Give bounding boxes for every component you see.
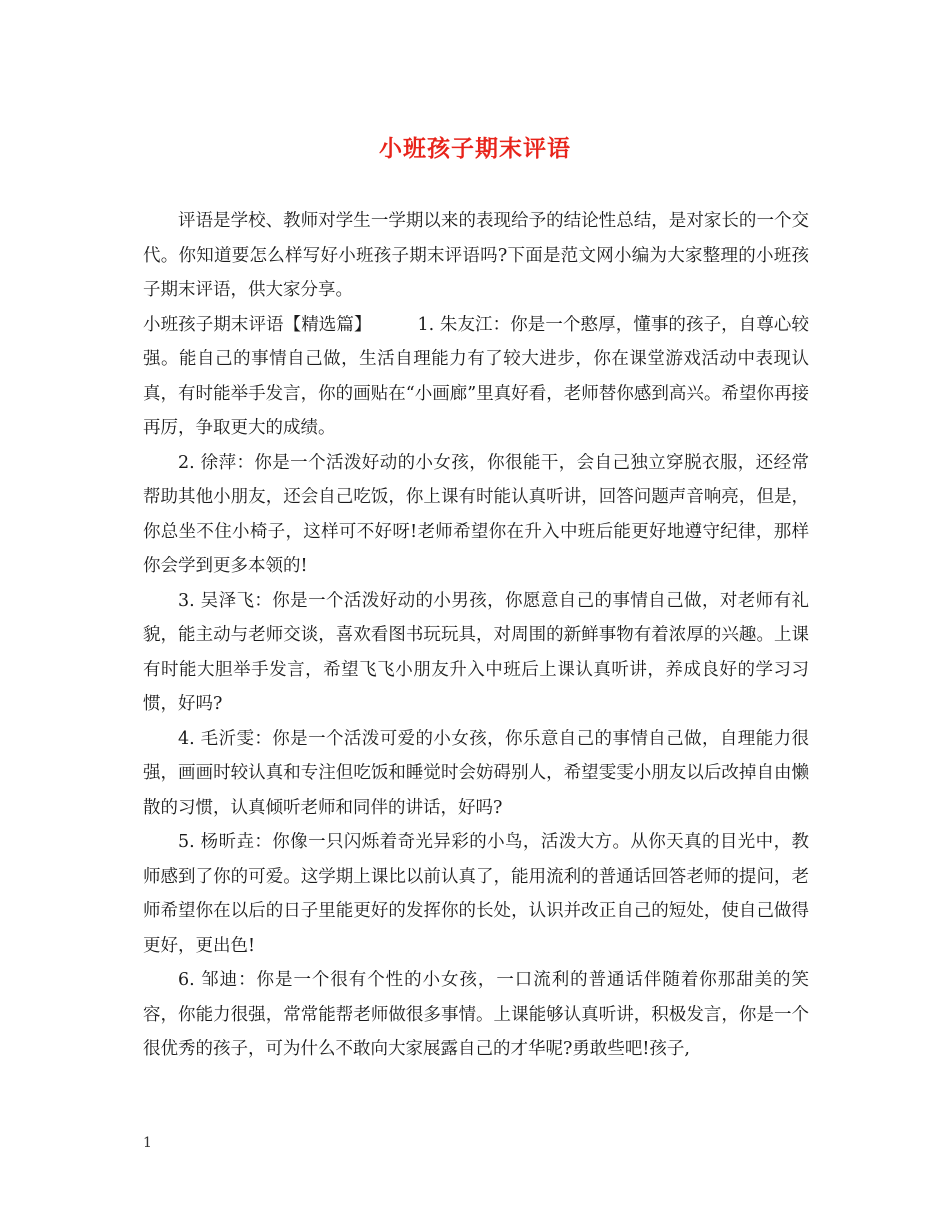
comment-1: 1. 朱友江：你是一个憨厚，懂事的孩子，自尊心较强。能自己的事情自己做，生活自理能力有了较大进步，你在课堂游戏活动中表现认真，有时能举手发言，你的画贴在“小画廊”里真好看，老师替你感到高兴。希望你再接再厉，争取更大的成绩。 [143,314,809,438]
first-comment-paragraph [143,308,809,446]
comment-4: 4. 毛沂雯：你是一个活泼可爱的小女孩，你乐意自己的事情自己做，自理能力很强，画画时较认真和专注但吃饭和睡觉时会妨碍别人，希望雯雯小朋友以后改掉自由懒散的习惯，认真倾听老师和同伴的讲话，好吗? [143,728,809,818]
section-heading: 小班孩子期末评语【精选篇】 [143,314,372,335]
intro-paragraph: 评语是学校、教师对学生一学期以来的表现给予的结论性总结，是对家长的一个交代。你知道要怎么样写好小班孩子期末评语吗?下面是范文网小编为大家整理的小班孩子期末评语，供大家分享。 [143,211,809,300]
comment-3: 3. 吴泽飞：你是一个活泼好动的小男孩，你愿意自己的事情自己做，对老师有礼貌，能主动与老师交谈，喜欢看图书玩玩具，对周围的新鲜事物有着浓厚的兴趣。上课有时能大胆举手发言，希望飞飞小朋友升入中班后上课认真听讲，养成良好的学习习惯，好吗? [143,590,809,714]
comment-2: 2. 徐萍：你是一个活泼好动的小女孩，你很能干，会自己独立穿脱衣服，还经常帮助其他小朋友，还会自己吃饭，你上课有时能认真听讲，回答问题声音响亮，但是，你总坐不住小椅子，这样可不好呀!老师希望你在升入中班后能更好地遵守纪律，那样你会学到更多本领的! [143,452,809,576]
document-body [143,204,809,1067]
comment-6: 6. 邹迪：你是一个很有个性的小女孩，一口流利的普通话伴随着你那甜美的笑容，你能力很强，常常能帮老师做很多事情。上课能够认真听讲，积极发言，你是一个很优秀的孩子，可为什么不敢向大家展露自己的才华呢?勇敢些吧!孩子, [143,970,809,1059]
page-number: 1 [143,1135,152,1151]
document-title: 小班孩子期末评语 [379,135,571,162]
comment-5: 5. 杨昕垚：你像一只闪烁着奇光异彩的小鸟，活泼大方。从你天真的目光中，教师感到了你的可爱。这学期上课比以前认真了，能用流利的普通话回答老师的提问，老师希望你在以后的日子里能更好的发挥你的长处，认识并改正自己的短处，使自己做得更好，更出色! [143,832,809,956]
